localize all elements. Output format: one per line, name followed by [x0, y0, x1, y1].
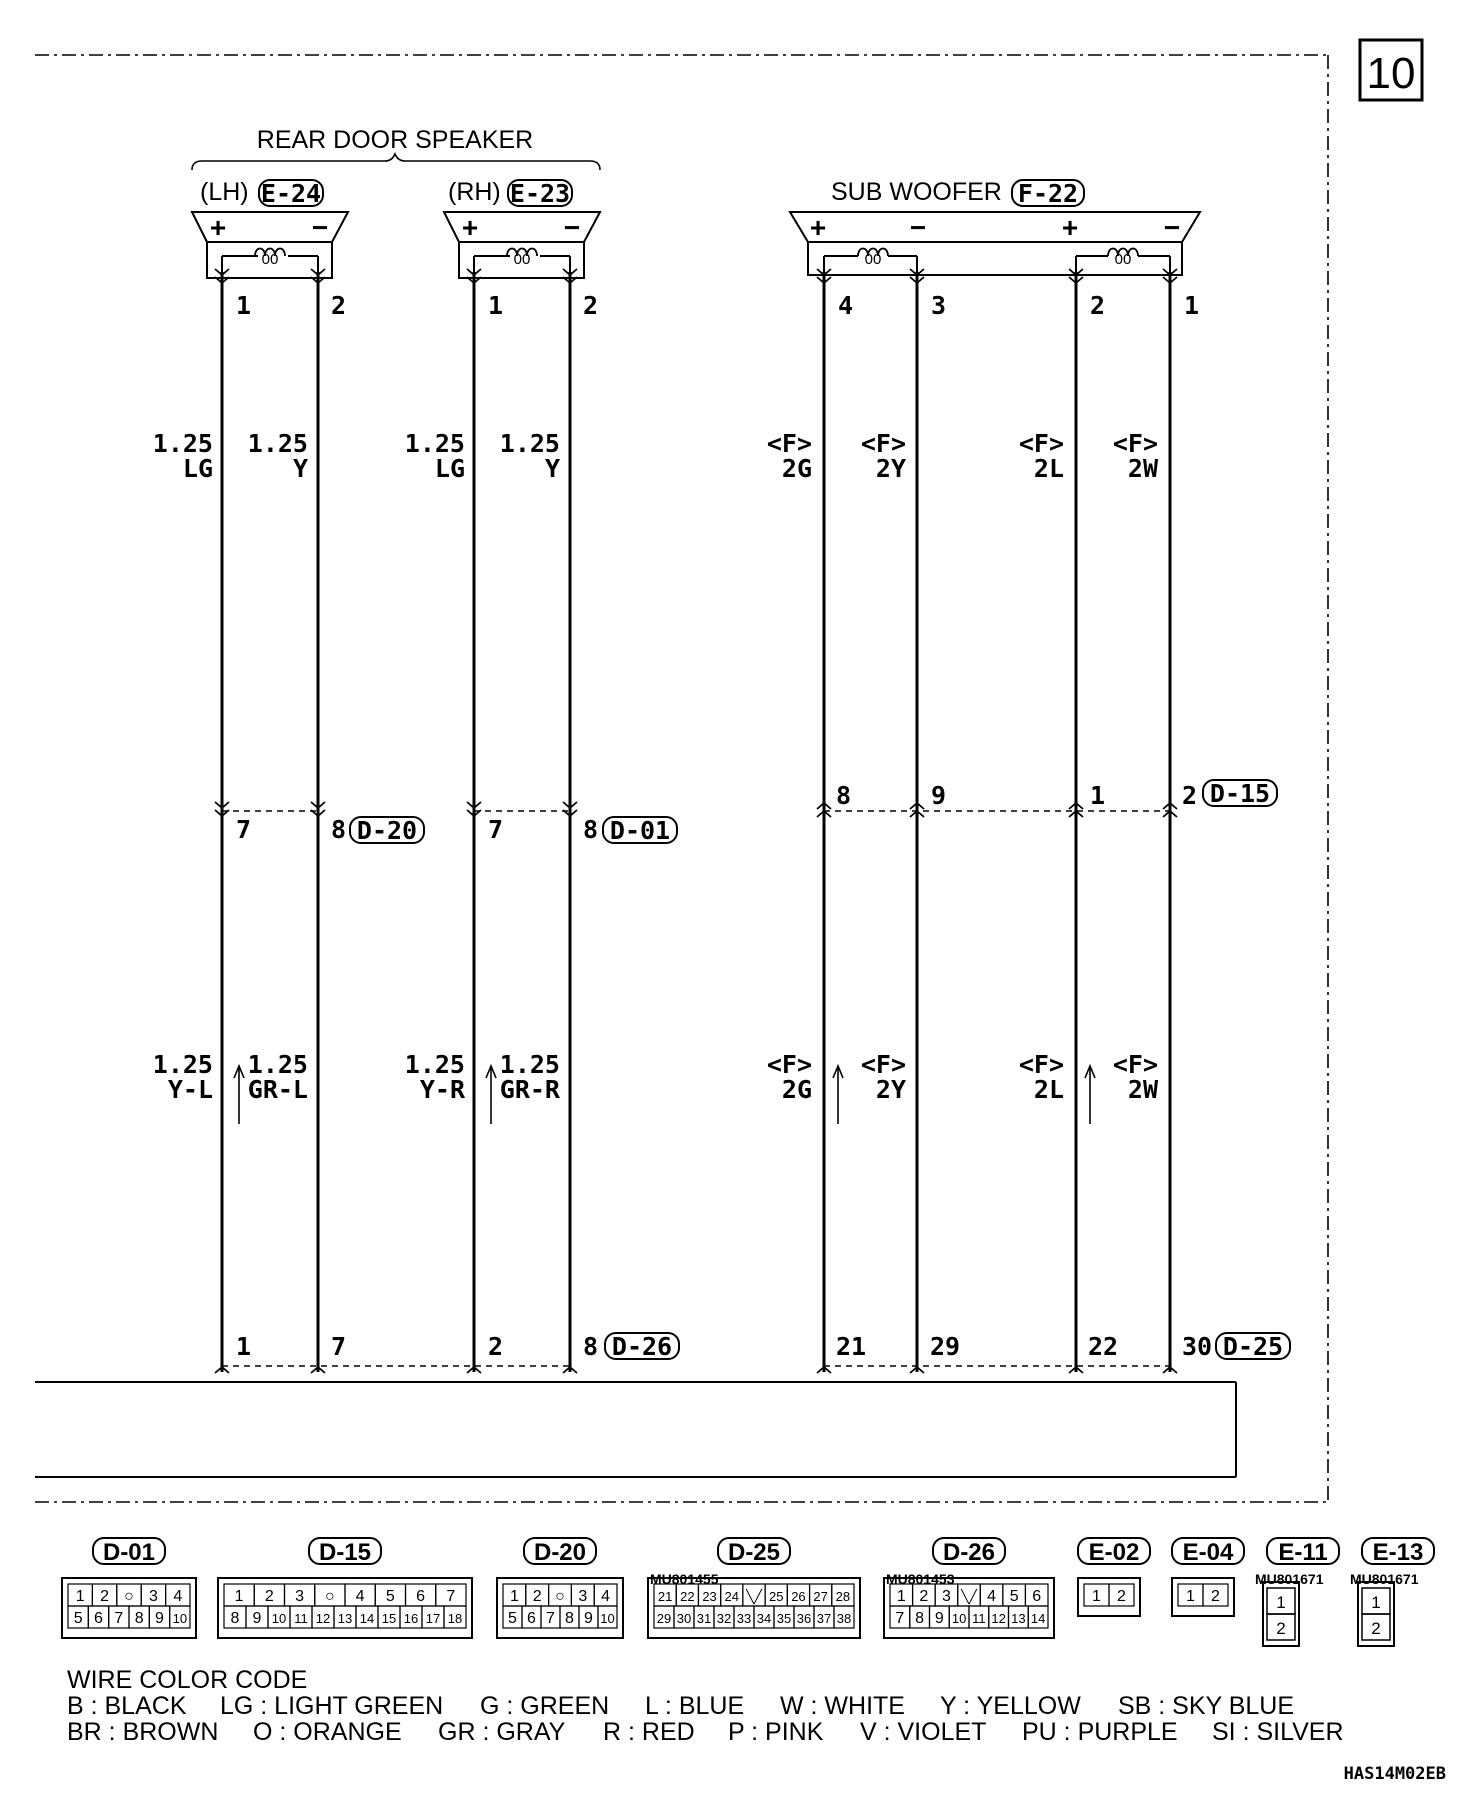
- figure-id: HAS14M02EB: [1343, 1764, 1446, 1784]
- wcc-l: L : BLUE: [645, 1692, 745, 1720]
- pin-f22-3: 3: [931, 291, 947, 320]
- legend-pin: 2: [1211, 1588, 1220, 1605]
- legend-pin: 5: [508, 1610, 517, 1627]
- upper-wire-labels: [153, 429, 1159, 483]
- connector-f22-label: F-22: [1017, 179, 1079, 208]
- legend-pin: 8: [134, 1610, 144, 1627]
- speaker-rh-header: [448, 178, 572, 208]
- legend-connector-e-13: [1350, 1538, 1434, 1646]
- connector-d01-label: D-01: [609, 816, 671, 845]
- mid-pin-6: 9: [931, 781, 947, 810]
- legend-connector-d-25: [648, 1538, 860, 1638]
- coil-text: 00: [261, 251, 279, 268]
- connector-legend: [62, 1538, 1434, 1646]
- upper-wire-6-color: 2Y: [875, 454, 906, 483]
- upper-wire-7-color: 2L: [1033, 454, 1064, 483]
- sw-terminal-2: −: [909, 212, 927, 243]
- legend-pin: 7: [114, 1610, 124, 1627]
- legend-connector-e-11: [1255, 1538, 1339, 1646]
- legend-connector-e-02: [1078, 1538, 1150, 1616]
- upper-wire-8-color: 2W: [1127, 454, 1158, 483]
- wcc-g: G : GREEN: [480, 1692, 610, 1720]
- pin-e23-2: 2: [583, 291, 599, 320]
- coil-text: 00: [513, 251, 531, 268]
- upper-wire-4-size: 1.25: [499, 429, 560, 458]
- mid-pin-5: 8: [836, 781, 852, 810]
- legend-pin: 10: [951, 1611, 967, 1626]
- legend-connector-d-20: [497, 1538, 623, 1638]
- legend-pin: 10: [600, 1611, 615, 1626]
- legend-pin: 3: [941, 1588, 951, 1605]
- legend-pin: 2: [1276, 1619, 1286, 1638]
- legend-pin: 21: [657, 1589, 673, 1604]
- legend-pin: 2: [1371, 1619, 1381, 1638]
- legend-pin: 6: [527, 1610, 536, 1627]
- lower-wire-8-color: 2W: [1127, 1075, 1158, 1104]
- bottom-pin-6: 29: [930, 1332, 961, 1361]
- sub-woofer-header: [831, 178, 1084, 208]
- legend-pin: 11: [294, 1611, 308, 1626]
- legend-pin: 35: [776, 1611, 792, 1626]
- legend-pin: 25: [768, 1589, 784, 1604]
- legend-pin: 27: [813, 1589, 828, 1604]
- lower-wire-2-size: 1.25: [247, 1050, 308, 1079]
- pin-e24-1: 1: [236, 291, 252, 320]
- lower-wire-3-size: 1.25: [404, 1050, 465, 1079]
- wcc-lg: LG : LIGHT GREEN: [220, 1692, 444, 1720]
- legend-pin: 37: [816, 1611, 832, 1626]
- legend-connector-d-26: [884, 1538, 1054, 1638]
- speaker-rh-side: (RH): [448, 178, 501, 206]
- connector-d15-label: D-15: [1209, 779, 1271, 808]
- legend-pin: 2: [532, 1588, 542, 1605]
- legend-part-number: MU801453: [886, 1571, 955, 1587]
- wcc-b: B : BLACK: [67, 1692, 187, 1720]
- legend-pin: 15: [381, 1611, 397, 1626]
- legend-pin: 10: [172, 1611, 188, 1626]
- lh-minus-sign: −: [311, 212, 329, 243]
- legend-pin: 6: [94, 1610, 103, 1627]
- legend-pin: 5: [385, 1588, 395, 1605]
- legend-label: D-01: [102, 1539, 156, 1566]
- legend-pin: 4: [173, 1588, 183, 1605]
- legend-pin: ○: [555, 1588, 565, 1605]
- bottom-pin-2: 7: [331, 1332, 347, 1361]
- legend-pin: 34: [756, 1611, 772, 1626]
- legend-pin: 1: [1186, 1588, 1195, 1605]
- lh-plus-sign: +: [209, 212, 227, 243]
- legend-pin: 1: [896, 1588, 906, 1605]
- legend-label: E-11: [1278, 1539, 1328, 1566]
- upper-wire-6-size: <F>: [860, 429, 906, 458]
- wcc-pu: PU : PURPLE: [1022, 1718, 1178, 1746]
- rh-plus-sign: +: [461, 212, 479, 243]
- mid-pin-7: 1: [1090, 781, 1106, 810]
- legend-pin: 2: [264, 1588, 274, 1605]
- lower-wire-5-size: <F>: [766, 1050, 812, 1079]
- legend-pin: 5: [1009, 1588, 1019, 1605]
- legend-pin: 1: [234, 1588, 244, 1605]
- pin-f22-4: 4: [838, 291, 854, 320]
- legend-pin: 30: [676, 1611, 692, 1626]
- legend-pin: ╲╱: [961, 1589, 977, 1604]
- legend-pin: 18: [447, 1611, 463, 1626]
- wcc-w: W : WHITE: [780, 1692, 905, 1720]
- legend-pin: 4: [987, 1588, 997, 1605]
- bottom-pin-3: 2: [488, 1332, 504, 1361]
- legend-pin: 1: [75, 1588, 85, 1605]
- upper-wire-1-size: 1.25: [152, 429, 213, 458]
- legend-pin: ○: [325, 1588, 335, 1605]
- legend-pin: 9: [155, 1610, 164, 1627]
- bottom-pin-5: 21: [836, 1332, 867, 1361]
- mid-pin-2: 8: [331, 815, 347, 844]
- legend-pin: 9: [934, 1610, 944, 1627]
- legend-pin: 3: [578, 1588, 588, 1605]
- bottom-pin-7: 22: [1088, 1332, 1119, 1361]
- legend-label: D-15: [318, 1539, 372, 1566]
- upper-wire-1-color: LG: [182, 454, 213, 483]
- legend-pin: 8: [230, 1610, 240, 1627]
- bottom-pin-8: 30: [1182, 1332, 1213, 1361]
- speaker-coils: [255, 249, 1138, 269]
- lower-wire-7-color: 2L: [1033, 1075, 1064, 1104]
- legend-pin: 14: [359, 1611, 375, 1626]
- legend-pin: 7: [546, 1610, 555, 1627]
- upper-wire-8-size: <F>: [1112, 429, 1158, 458]
- legend-pin: 1: [1276, 1593, 1286, 1612]
- mid-pin-3: 7: [488, 815, 504, 844]
- legend-pin: 2: [100, 1588, 110, 1605]
- connector-e23-label: E-23: [509, 179, 571, 208]
- legend-pin: 12: [315, 1611, 331, 1626]
- lower-wire-4-color: GR-R: [499, 1075, 560, 1104]
- legend-pin: 23: [702, 1589, 717, 1604]
- pin-e24-2: 2: [331, 291, 347, 320]
- connector-d25-label: D-25: [1222, 1332, 1284, 1361]
- legend-connector-e-04: [1172, 1538, 1244, 1616]
- upper-wire-2-color: Y: [292, 454, 308, 483]
- upper-wire-3-size: 1.25: [404, 429, 465, 458]
- wire-color-code: [67, 1666, 1344, 1746]
- speaker-lh-side: (LH): [200, 178, 249, 206]
- legend-pin: 10: [271, 1611, 287, 1626]
- legend-pin: 31: [696, 1611, 712, 1626]
- pin-e23-1: 1: [488, 291, 504, 320]
- legend-label: E-04: [1182, 1539, 1234, 1566]
- legend-label: D-26: [942, 1539, 996, 1566]
- wcc-v: V : VIOLET: [860, 1718, 987, 1746]
- rear-door-speaker-header: [192, 126, 600, 170]
- signal-direction-arrows: [234, 1066, 1095, 1124]
- upper-wire-5-color: 2G: [781, 454, 812, 483]
- legend-pin: 4: [601, 1588, 611, 1605]
- legend-pin: 22: [680, 1589, 695, 1604]
- legend-part-number: MU801455: [650, 1571, 719, 1587]
- lower-wire-1-size: 1.25: [152, 1050, 213, 1079]
- legend-pin: 13: [337, 1611, 353, 1626]
- lower-wire-2-color: GR-L: [247, 1075, 308, 1104]
- sub-woofer-title: SUB WOOFER: [831, 178, 1002, 206]
- legend-pin: 1: [1092, 1588, 1101, 1605]
- lower-wire-6-color: 2Y: [875, 1075, 906, 1104]
- upper-wire-7-size: <F>: [1018, 429, 1064, 458]
- page-number: 10: [1366, 49, 1416, 98]
- legend-pin: 7: [895, 1610, 905, 1627]
- legend-pin: 3: [295, 1588, 305, 1605]
- lower-wire-8-size: <F>: [1112, 1050, 1158, 1079]
- upper-wire-5-size: <F>: [766, 429, 812, 458]
- lower-wire-5-color: 2G: [781, 1075, 812, 1104]
- dashed-connector-lines: [222, 811, 1170, 1366]
- rh-minus-sign: −: [563, 212, 581, 243]
- lower-wire-1-color: Y-L: [167, 1075, 213, 1104]
- mid-pin-1: 7: [236, 815, 252, 844]
- legend-pin: 24: [724, 1589, 740, 1604]
- dash-dot-frame: [35, 55, 1328, 1502]
- top-pin-labels: [236, 291, 1199, 320]
- wcc-br: BR : BROWN: [67, 1718, 219, 1746]
- legend-pin: 26: [791, 1589, 806, 1604]
- legend-pin: 3: [148, 1588, 158, 1605]
- legend-pin: 4: [355, 1588, 365, 1605]
- connector-e24-label: E-24: [260, 179, 322, 208]
- legend-pin: 9: [252, 1610, 262, 1627]
- legend-pin: 5: [73, 1610, 83, 1627]
- legend-pin: 6: [416, 1588, 426, 1605]
- sw-terminal-4: −: [1163, 212, 1181, 243]
- lower-wire-6-size: <F>: [860, 1050, 906, 1079]
- page-number-box: [1360, 40, 1422, 100]
- wcc-gr: GR : GRAY: [438, 1718, 566, 1746]
- legend-pin: 33: [736, 1611, 752, 1626]
- legend-pin: 9: [584, 1610, 593, 1627]
- legend-label: E-13: [1372, 1539, 1424, 1566]
- legend-pin: ╲╱: [746, 1589, 762, 1604]
- lower-wire-3-color: Y-R: [419, 1075, 465, 1104]
- legend-part-number: MU801671: [1255, 1571, 1324, 1587]
- rear-door-speaker-title: REAR DOOR SPEAKER: [256, 126, 534, 154]
- legend-part-number: MU801671: [1350, 1571, 1419, 1587]
- legend-connector-d-01: [62, 1538, 196, 1638]
- legend-pin: 36: [796, 1611, 812, 1626]
- upper-wire-4-color: Y: [544, 454, 560, 483]
- legend-pin: 17: [425, 1611, 441, 1626]
- legend-label: E-02: [1088, 1539, 1140, 1566]
- wcc-si: SI : SILVER: [1212, 1718, 1344, 1746]
- speaker-lh-header: [200, 178, 323, 208]
- legend-connector-d-15: [218, 1538, 472, 1638]
- unit-box: [35, 1382, 1236, 1477]
- pin-f22-2: 2: [1090, 291, 1106, 320]
- legend-pin: 29: [656, 1611, 672, 1626]
- legend-pin: 1: [509, 1588, 519, 1605]
- legend-pin: 1: [1371, 1593, 1381, 1612]
- legend-pin: 38: [836, 1611, 852, 1626]
- legend-pin: 32: [716, 1611, 732, 1626]
- legend-pin: 6: [1032, 1588, 1042, 1605]
- legend-pin: 2: [1117, 1588, 1126, 1605]
- sw-terminal-1: +: [809, 212, 827, 243]
- legend-pin: 2: [919, 1588, 929, 1605]
- sub-woofer-body: [790, 212, 1200, 275]
- legend-pin: 13: [1011, 1611, 1026, 1626]
- connector-d20-label: D-20: [356, 816, 418, 845]
- lower-wire-labels: [153, 1050, 1159, 1104]
- bottom-pin-1: 1: [236, 1332, 252, 1361]
- bottom-pin-labels: [236, 1332, 1212, 1361]
- legend-pin: 28: [835, 1589, 851, 1604]
- legend-label: D-20: [533, 1539, 587, 1566]
- legend-pin: 8: [915, 1610, 925, 1627]
- speaker-terminal-signs: [210, 212, 1180, 243]
- mid-pin-4: 8: [583, 815, 599, 844]
- upper-wire-3-color: LG: [434, 454, 465, 483]
- legend-pin: 7: [446, 1588, 456, 1605]
- connector-d26-label: D-26: [611, 1332, 673, 1361]
- legend-label: D-25: [727, 1539, 781, 1566]
- wcc-y: Y : YELLOW: [940, 1692, 1081, 1720]
- coil-text: 00: [1114, 251, 1132, 268]
- legend-pin: 14: [1030, 1611, 1046, 1626]
- wire-color-code-title: WIRE COLOR CODE: [67, 1666, 308, 1694]
- wcc-p: P : PINK: [728, 1718, 824, 1746]
- legend-pin: ○: [124, 1588, 134, 1605]
- legend-pin: 12: [991, 1611, 1006, 1626]
- legend-pin: 11: [972, 1611, 986, 1626]
- lower-wire-7-size: <F>: [1018, 1050, 1064, 1079]
- wcc-r: R : RED: [603, 1718, 695, 1746]
- coil-text: 00: [864, 251, 882, 268]
- sw-terminal-3: +: [1061, 212, 1079, 243]
- wcc-sb: SB : SKY BLUE: [1118, 1692, 1295, 1720]
- bottom-pin-4: 8: [583, 1332, 599, 1361]
- mid-pin-8: 2: [1182, 781, 1198, 810]
- pin-f22-1: 1: [1184, 291, 1200, 320]
- wcc-o: O : ORANGE: [253, 1718, 402, 1746]
- lower-wire-4-size: 1.25: [499, 1050, 560, 1079]
- legend-pin: 16: [403, 1611, 419, 1626]
- legend-pin: 8: [565, 1610, 574, 1627]
- upper-wire-2-size: 1.25: [247, 429, 308, 458]
